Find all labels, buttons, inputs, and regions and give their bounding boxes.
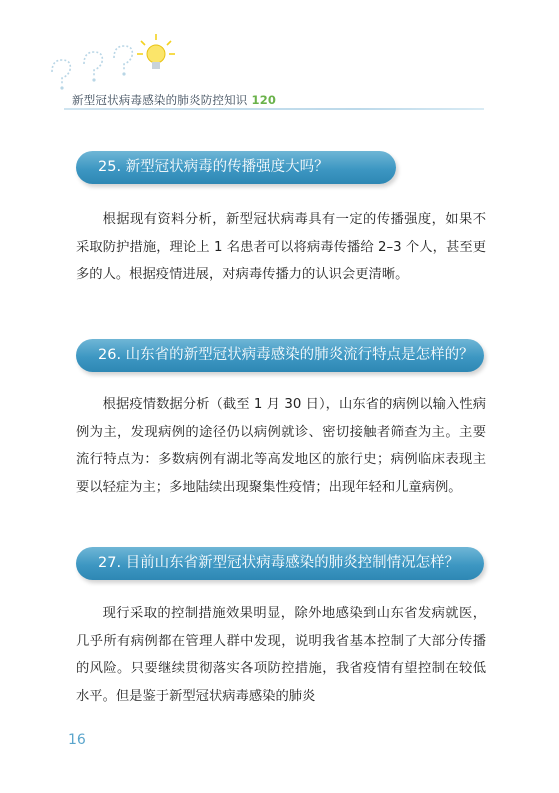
section-body-27: 现行采取的控制措施效果明显，除外地感染到山东省发病就医，几乎所有病例都在管理人群中发现，说明我省基本控制了大部分传播的风险。只要继续贯彻落实各项防控措施，我省疫情有望控制在较低水平。但是鉴于新型冠状病毒感染的肺炎	[76, 606, 486, 704]
section-heading-26: 26. 山东省的新型冠状病毒感染的肺炎流行特点是怎样的？	[76, 339, 484, 372]
running-header-number: 120	[251, 93, 277, 107]
page-number: 16	[68, 732, 86, 748]
running-header	[72, 92, 276, 108]
running-header-title: 新型冠状病毒感染的肺炎防控知识	[72, 93, 248, 107]
section-heading-27: 27. 目前山东省新型冠状病毒感染的肺炎控制情况怎样？	[76, 547, 484, 580]
question-to-lightbulb-icon	[44, 30, 184, 92]
section-body-25: 根据现有资料分析，新型冠状病毒具有一定的传播强度，如果不采取防护措施，理论上 1 名患者可以将病毒传播给 2–3 个人，甚至更多的人。根据疫情进展，对病毒传播力的认识会更清晰。	[76, 212, 486, 282]
section-heading-25: 25. 新型冠状病毒的传播强度大吗？	[76, 151, 396, 184]
section-body-26: 根据疫情数据分析（截至 1 月 30 日），山东省的病例以输入性病例为主，发现病例的途径仍以病例就诊、密切接触者筛查为主。主要流行特点为：多数病例有湖北等高发地区的旅行史；病例临床表现主要以轻症为主；多地陆续出现聚集性疫情；出现年轻和儿童病例。	[76, 397, 486, 495]
header-divider	[64, 108, 484, 110]
